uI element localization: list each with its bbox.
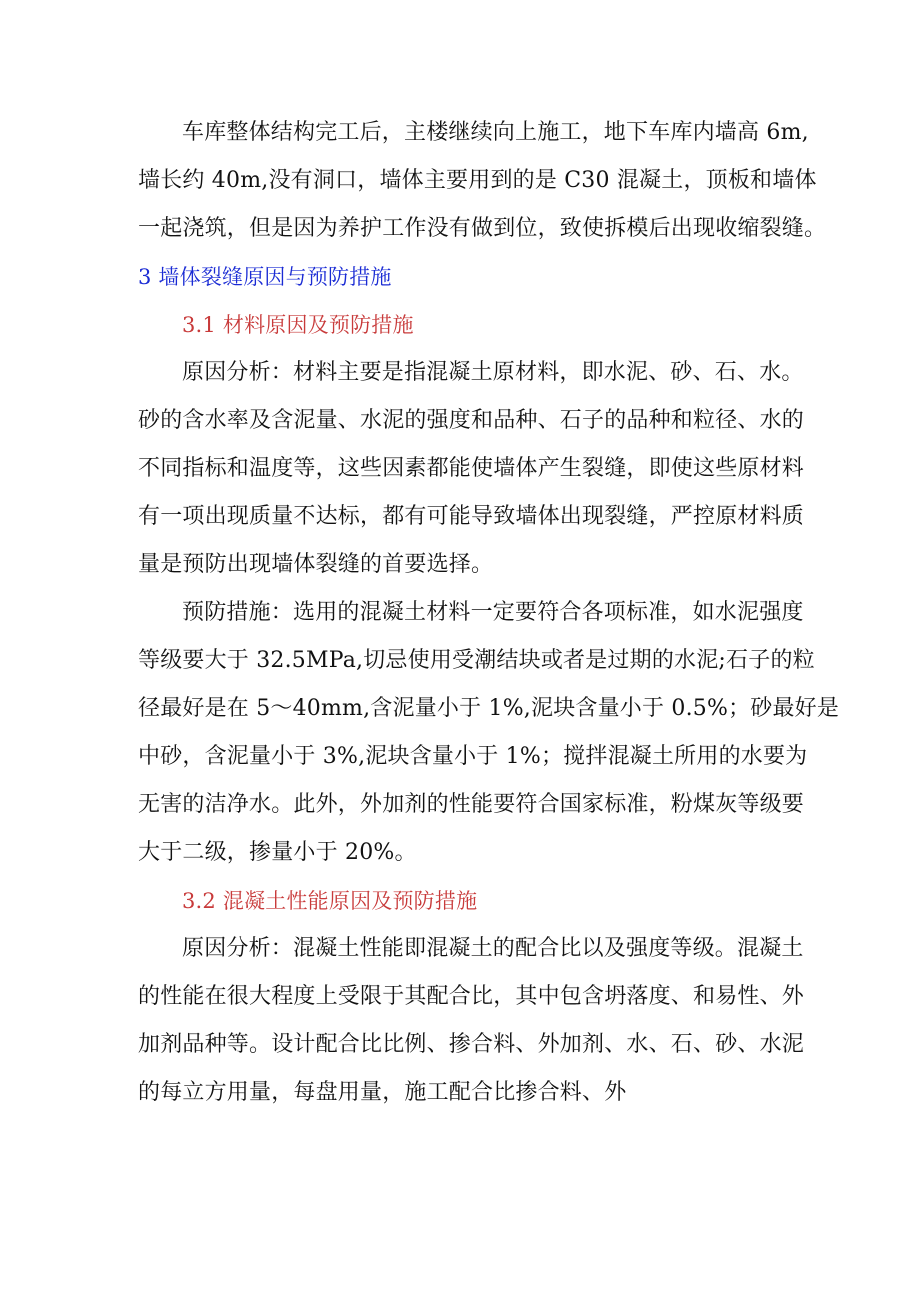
subsection-heading: 3.1 材料原因及预防措施 bbox=[182, 313, 414, 337]
subsection-heading: 3.2 混凝土性能原因及预防措施 bbox=[182, 889, 478, 913]
paragraph-line: 砂的含水率及含泥量、水泥的强度和品种、石子的品种和粒径、水的 bbox=[138, 408, 805, 433]
paragraph-line: 墙长约 40m,没有洞口，墙体主要用到的是 C30 混凝土，顶板和墙体 bbox=[138, 168, 817, 193]
paragraph-line: 量是预防出现墙体裂缝的首要选择。 bbox=[138, 552, 494, 577]
paragraph-line: 原因分析：材料主要是指混凝土原材料，即水泥、砂、石、水。 bbox=[182, 360, 804, 385]
paragraph-line: 车库整体结构完工后，主楼继续向上施工，地下车库内墙高 6m, bbox=[182, 120, 809, 145]
paragraph-line: 一起浇筑，但是因为养护工作没有做到位，致使拆模后出现收缩裂缝。 bbox=[138, 216, 827, 241]
paragraph-line: 径最好是在 5～40mm,含泥量小于 1%,泥块含量小于 0.5%；砂最好是 bbox=[138, 696, 840, 721]
paragraph-line: 加剂品种等。设计配合比比例、掺合料、外加剂、水、石、砂、水泥 bbox=[138, 1032, 805, 1057]
paragraph-line: 有一项出现质量不达标，都有可能导致墙体出现裂缝，严控原材料质 bbox=[138, 504, 805, 529]
paragraph-line: 的性能在很大程度上受限于其配合比，其中包含坍落度、和易性、外 bbox=[138, 984, 805, 1009]
section-heading: 3 墙体裂缝原因与预防措施 bbox=[138, 265, 392, 289]
paragraph-line: 中砂，含泥量小于 3%,泥块含量小于 1%；搅拌混凝土所用的水要为 bbox=[138, 744, 808, 769]
paragraph-line: 原因分析：混凝土性能即混凝土的配合比以及强度等级。混凝土 bbox=[182, 936, 804, 961]
paragraph-line: 无害的洁净水。此外，外加剂的性能要符合国家标准，粉煤灰等级要 bbox=[138, 792, 805, 817]
paragraph-line: 等级要大于 32.5MPa,切忌使用受潮结块或者是过期的水泥;石子的粒 bbox=[138, 648, 815, 673]
paragraph-line: 不同指标和温度等，这些因素都能使墙体产生裂缝，即使这些原材料 bbox=[138, 456, 805, 481]
paragraph-line: 预防措施：选用的混凝土材料一定要符合各项标准，如水泥强度 bbox=[182, 600, 804, 625]
paragraph-line: 的每立方用量，每盘用量，施工配合比掺合料、外 bbox=[138, 1080, 627, 1105]
paragraph-line: 大于二级，掺量小于 20%。 bbox=[138, 840, 417, 865]
